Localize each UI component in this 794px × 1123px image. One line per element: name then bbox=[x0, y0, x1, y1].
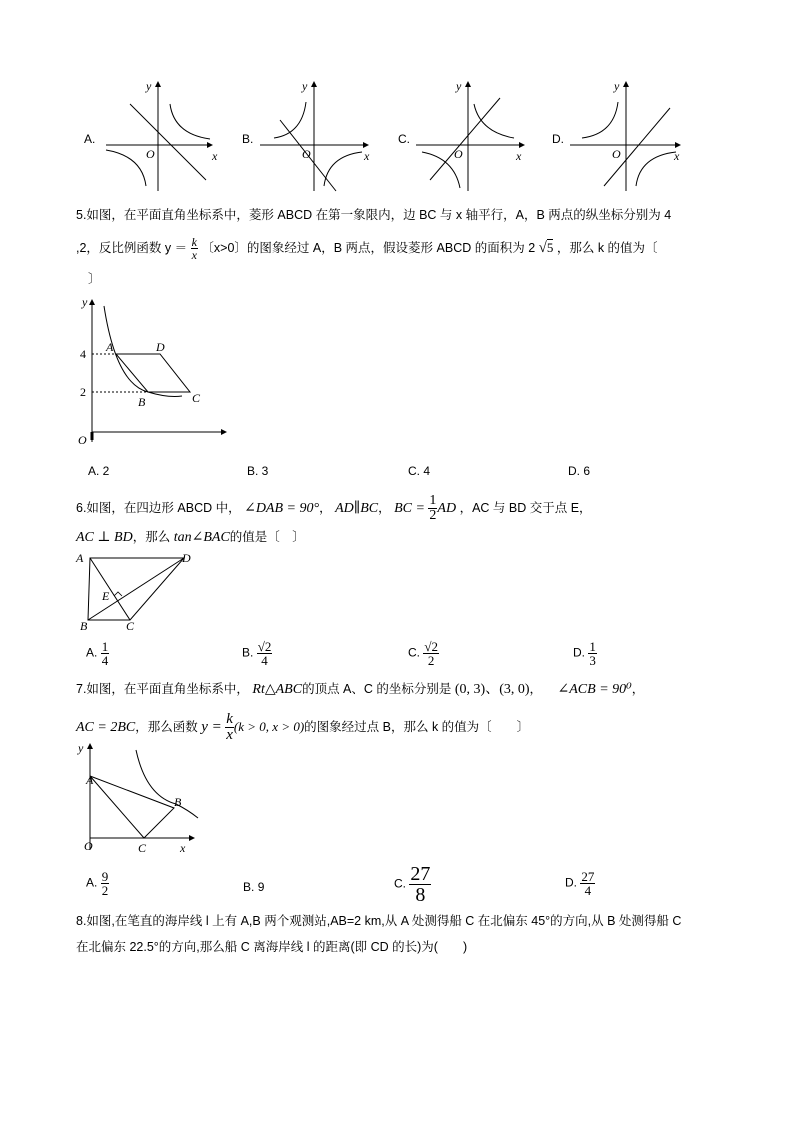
q7-func-condition: (k > 0, x > 0) bbox=[233, 718, 305, 734]
q6-ad: AD bbox=[437, 500, 457, 516]
option-letter: C. bbox=[408, 645, 420, 660]
y-label: y bbox=[302, 79, 308, 93]
q7-func-fraction bbox=[225, 712, 234, 743]
y-label: y bbox=[82, 295, 88, 309]
point-c-label: C bbox=[192, 391, 201, 405]
option-letter: D. bbox=[565, 875, 577, 890]
q5-rhombus-figure bbox=[72, 292, 232, 444]
q6-line-1: 6.如图，在四边形 ABCD 中， ∠DAB = 90°， AD∥BC， BC = $\frac{1}{2}$ AD ，AC 与 BD 交于点 E， bbox=[76, 493, 592, 523]
x-label: x bbox=[364, 149, 370, 163]
fraction-numerator: k bbox=[191, 235, 197, 249]
fraction-denominator: 2 bbox=[429, 508, 437, 523]
q5-text: ，那么 k 的值为〔 bbox=[556, 240, 658, 255]
q7-coordinates: (0, 3)、(3, 0) bbox=[454, 682, 530, 697]
option-fraction bbox=[409, 864, 431, 905]
q6-option-b bbox=[242, 640, 272, 667]
fraction-numerator: √2 bbox=[257, 639, 272, 654]
option-letter: C. bbox=[394, 876, 406, 891]
fraction-numerator: 1 bbox=[429, 493, 437, 508]
q6-perp-condition: AC ⊥ BD bbox=[76, 530, 133, 545]
point-c-label: C bbox=[126, 619, 135, 632]
y-label: y bbox=[78, 741, 84, 755]
fraction-denominator: 2 bbox=[101, 883, 109, 898]
sqrt-sign: √ bbox=[538, 239, 547, 256]
graph-svg bbox=[84, 76, 234, 194]
hyperbola-curve bbox=[136, 750, 198, 818]
option-fraction bbox=[423, 640, 439, 667]
q5-option-a: A. 2 bbox=[88, 464, 110, 478]
q7-option-a bbox=[86, 870, 109, 897]
graph-svg bbox=[396, 76, 546, 194]
point-a-label: A bbox=[106, 340, 114, 354]
option-fraction bbox=[580, 870, 595, 897]
hyperbola-branch bbox=[106, 150, 146, 186]
q6-text: ，那么 bbox=[132, 530, 171, 544]
fraction-denominator: 4 bbox=[584, 883, 592, 898]
rhombus-abcd bbox=[116, 354, 190, 392]
hyperbola-curve bbox=[104, 306, 182, 397]
point-e-label: E bbox=[102, 589, 110, 603]
origin-label: O bbox=[302, 147, 311, 161]
q7-option-c bbox=[394, 864, 431, 905]
q7-triangle: Rt△ABC bbox=[252, 682, 303, 697]
fraction-numerator: 1 bbox=[589, 639, 596, 654]
diagonal-ac bbox=[90, 558, 130, 620]
point-b-label: B bbox=[80, 619, 88, 632]
fraction-numerator: 9 bbox=[101, 869, 109, 884]
point-c-label: C bbox=[138, 841, 147, 855]
graph-svg bbox=[240, 76, 390, 194]
q5-line-2 bbox=[76, 236, 658, 261]
option-letter: B. bbox=[242, 132, 254, 146]
fraction-numerator: 27 bbox=[581, 869, 595, 884]
right-angle-mark bbox=[114, 592, 122, 596]
tick-2: 2 bbox=[80, 385, 86, 399]
q8-line-2: 在北偏东 22.5°的方向,那么船 C 离海岸线 l 的距离(即 CD 的长)为( ) bbox=[76, 940, 468, 954]
q4-option-c-graph bbox=[396, 76, 546, 194]
quadrilateral-svg bbox=[74, 550, 198, 632]
option-letter: A. bbox=[86, 875, 98, 890]
option-letter: C. bbox=[398, 132, 410, 146]
q7-angle-condition: ∠ACB = 90⁰ bbox=[557, 682, 632, 697]
q4-option-a-graph bbox=[84, 76, 234, 194]
option-fraction bbox=[588, 640, 597, 667]
y-label: y bbox=[146, 79, 152, 93]
option-fraction bbox=[101, 640, 110, 667]
q6-parallel-condition: AD∥BC bbox=[335, 500, 379, 516]
fraction-denominator: 2 bbox=[427, 653, 435, 668]
hyperbola-branch bbox=[582, 102, 618, 138]
q6-text: 的值是〔 〕 bbox=[229, 530, 305, 544]
q7-triangle-figure bbox=[76, 738, 206, 858]
q8-line-1: 8.如图,在笔直的海岸线 l 上有 A,B 两个观测站,AB=2 km,从 A 处测得船 C 在北偏东 45°的方向,从 B 处测得船 C bbox=[76, 914, 682, 928]
origin-label: O bbox=[84, 839, 93, 853]
q7-line-1: 7.如图，在平面直角坐标系中， Rt△ABC的顶点 A、C 的坐标分别是 (0, 3)、(3, 0)， ∠ACB = 90⁰， bbox=[76, 682, 645, 697]
graph-svg bbox=[552, 76, 702, 194]
fraction-numerator: √2 bbox=[424, 639, 438, 654]
fraction-numerator: 27 bbox=[410, 863, 431, 885]
point-d-label: D bbox=[182, 551, 191, 565]
y-label: y bbox=[614, 79, 620, 93]
q6-bc-condition: BC = bbox=[394, 500, 425, 516]
q6-line-2 bbox=[76, 528, 305, 547]
q7-option-b bbox=[243, 880, 264, 894]
q7-ac-condition: AC = 2BC bbox=[76, 719, 136, 735]
option-letter: B. bbox=[243, 880, 255, 894]
rhombus-svg bbox=[72, 292, 232, 444]
q5-text: ,2，反比例函数 y ＝ bbox=[76, 240, 188, 255]
q7-text: ，那么函数 bbox=[135, 719, 198, 734]
option-fraction bbox=[257, 640, 273, 667]
origin-label: O bbox=[454, 147, 463, 161]
q6-option-a bbox=[86, 640, 109, 667]
q6-text: ，AC 与 BD 交于点 E， bbox=[459, 500, 592, 515]
point-b-label: B bbox=[174, 795, 182, 809]
q4-option-d-graph bbox=[552, 76, 702, 194]
fraction-numerator: 1 bbox=[101, 639, 109, 654]
triangle-svg bbox=[76, 738, 206, 858]
triangle-abc bbox=[90, 776, 174, 838]
hyperbola-branch bbox=[324, 152, 362, 186]
fraction-denominator: x bbox=[226, 727, 233, 743]
q5-fraction-k-over-x bbox=[191, 236, 198, 261]
q6-text: 6.如图，在四边形 ABCD 中， bbox=[76, 500, 241, 515]
q7-text: 的图象经过点 B，那么 k 的值为〔 〕 bbox=[304, 719, 530, 734]
fraction-denominator: x bbox=[191, 248, 197, 262]
q5-line-3: 〕 bbox=[88, 272, 101, 286]
line-graph bbox=[430, 98, 500, 180]
q6-tan-expression: tan∠BAC bbox=[173, 530, 230, 545]
fraction-denominator: 8 bbox=[415, 884, 426, 906]
fraction-denominator: 4 bbox=[261, 653, 268, 668]
y-label: y bbox=[456, 79, 462, 93]
q4-option-b-graph bbox=[240, 76, 390, 194]
q6-option-c bbox=[408, 640, 439, 667]
fraction-denominator: 3 bbox=[589, 653, 596, 668]
option-letter: D. bbox=[573, 645, 585, 660]
fraction-numerator: k bbox=[226, 711, 233, 727]
origin-label: O bbox=[612, 147, 621, 161]
point-b-label: B bbox=[138, 395, 146, 409]
origin-label: O bbox=[78, 433, 87, 444]
option-letter: D. bbox=[552, 132, 564, 146]
point-d-label: D bbox=[156, 340, 165, 354]
q6-option-d bbox=[573, 640, 597, 667]
origin-label: O bbox=[146, 147, 155, 161]
fraction-denominator: 4 bbox=[101, 653, 109, 668]
q7-text: 7.如图，在平面直角坐标系中， bbox=[76, 682, 249, 696]
x-label: x bbox=[674, 149, 680, 163]
tick-4: 4 bbox=[80, 347, 86, 361]
q5-text: 〔x>0〕的图象经过 A，B 两点，假设菱形 ABCD 的面积为 2 bbox=[201, 240, 536, 255]
line-graph bbox=[130, 104, 206, 180]
q5-line-1: 5.如图，在平面直角坐标系中，菱形 ABCD 在第一象限内，边 BC 与 x 轴平行，A，B 两点的纵坐标分别为 4 bbox=[76, 208, 672, 222]
point-a-label: A bbox=[86, 773, 94, 787]
q7-text: 的顶点 A、C 的坐标分别是 bbox=[302, 682, 452, 696]
sqrt-radicand: 5 bbox=[546, 239, 554, 255]
hyperbola-branch bbox=[636, 152, 676, 186]
q5-option-c: C. 4 bbox=[408, 464, 431, 478]
x-label: x bbox=[180, 841, 186, 855]
q7-func-y: y = bbox=[201, 718, 222, 735]
option-letter: A. bbox=[86, 645, 98, 660]
option-letter: A. bbox=[84, 132, 96, 146]
q6-angle-condition: ∠DAB = 90° bbox=[244, 500, 320, 516]
q6-quadrilateral-figure bbox=[74, 550, 198, 632]
x-label: x bbox=[516, 149, 522, 163]
q7-option-d bbox=[565, 870, 595, 897]
option-letter: B. bbox=[242, 645, 254, 660]
q5-option-b: B. 3 bbox=[247, 464, 269, 478]
x-label: x bbox=[212, 149, 218, 163]
point-a-label: A bbox=[76, 551, 84, 565]
option-fraction bbox=[101, 870, 110, 897]
hyperbola-branch bbox=[170, 104, 210, 139]
option-value: 9 bbox=[257, 880, 265, 894]
q5-option-d: D. 6 bbox=[568, 464, 591, 478]
